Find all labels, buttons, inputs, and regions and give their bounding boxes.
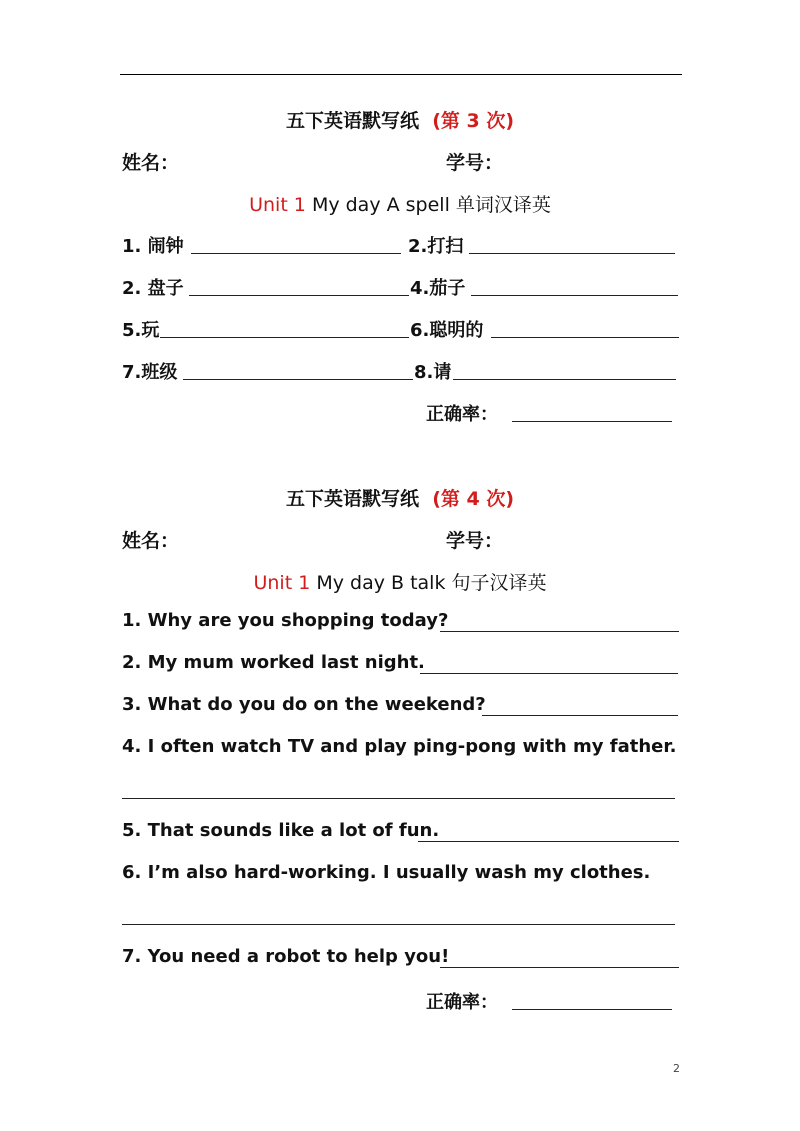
- answer-blank[interactable]: [122, 798, 675, 799]
- sheet2-sentence: 5. That sounds like a lot of fun.: [122, 820, 440, 841]
- score-blank[interactable]: [512, 1009, 672, 1010]
- sheet2-sentence: 2. My mum worked last night.: [122, 652, 425, 673]
- answer-blank[interactable]: [189, 295, 409, 296]
- sheet1-title: [0, 106, 800, 133]
- answer-blank[interactable]: [453, 379, 676, 380]
- sheet1-score-label: 正确率：: [426, 404, 498, 425]
- sheet1-item: 2. 盘子: [122, 278, 184, 299]
- sheet2-score-label: 正确率：: [426, 992, 498, 1013]
- score-blank[interactable]: [512, 421, 672, 422]
- sheet2-sentence: 1. Why are you shopping today?: [122, 610, 449, 631]
- answer-blank[interactable]: [420, 673, 678, 674]
- sheet1-item: 1. 闹钟: [122, 236, 184, 257]
- answer-blank[interactable]: [183, 379, 413, 380]
- answer-blank[interactable]: [471, 295, 678, 296]
- sheet2-unit-heading: [0, 568, 800, 595]
- sheet2-sentence: 7. You need a robot to help you!: [122, 946, 450, 967]
- sheet1-unit-heading: [0, 190, 800, 217]
- sheet2-title-round: (第 4 次): [432, 488, 515, 510]
- sheet1-id-label: 学号：: [446, 152, 504, 174]
- answer-blank[interactable]: [482, 715, 678, 716]
- answer-blank[interactable]: [122, 924, 675, 925]
- sheet1-title-main: 五下英语默写纸: [285, 110, 419, 132]
- sheet2-sentence: 3. What do you do on the weekend?: [122, 694, 486, 715]
- sheet1-title-round: (第 3 次): [432, 110, 515, 132]
- sheet2-sentence: 4. I often watch TV and play ping-pong with my father.: [122, 736, 677, 757]
- sheet2-sentence: 6. I’m also hard-working. I usually wash my clothes.: [122, 862, 651, 883]
- answer-blank[interactable]: [491, 337, 679, 338]
- answer-blank[interactable]: [160, 337, 409, 338]
- sheet2-id-label: 学号：: [446, 530, 504, 552]
- sheet2-unit-topic: My day B talk 句子汉译英: [310, 572, 547, 594]
- sheet1-unit-number: Unit 1: [249, 194, 306, 216]
- top-rule: [120, 74, 682, 75]
- answer-blank[interactable]: [418, 841, 679, 842]
- sheet1-name-label: 姓名：: [122, 152, 180, 174]
- sheet1-item: 5.玩: [122, 320, 160, 341]
- sheet1-item: 6.聪明的: [410, 320, 484, 341]
- sheet1-item: 2.打扫: [408, 236, 464, 257]
- answer-blank[interactable]: [440, 631, 679, 632]
- sheet2-name-label: 姓名：: [122, 530, 180, 552]
- answer-blank[interactable]: [440, 967, 679, 968]
- sheet2-title: [0, 484, 800, 511]
- sheet2-title-main: 五下英语默写纸: [285, 488, 419, 510]
- answer-blank[interactable]: [469, 253, 675, 254]
- answer-blank[interactable]: [191, 253, 401, 254]
- sheet1-item: 4.茄子: [410, 278, 466, 299]
- page-number: 2: [673, 1062, 680, 1075]
- sheet2-unit-number: Unit 1: [253, 572, 311, 594]
- sheet1-unit-topic: My day A spell 单词汉译英: [305, 194, 551, 216]
- sheet1-item: 7.班级: [122, 362, 178, 383]
- sheet1-item: 8.请: [414, 362, 452, 383]
